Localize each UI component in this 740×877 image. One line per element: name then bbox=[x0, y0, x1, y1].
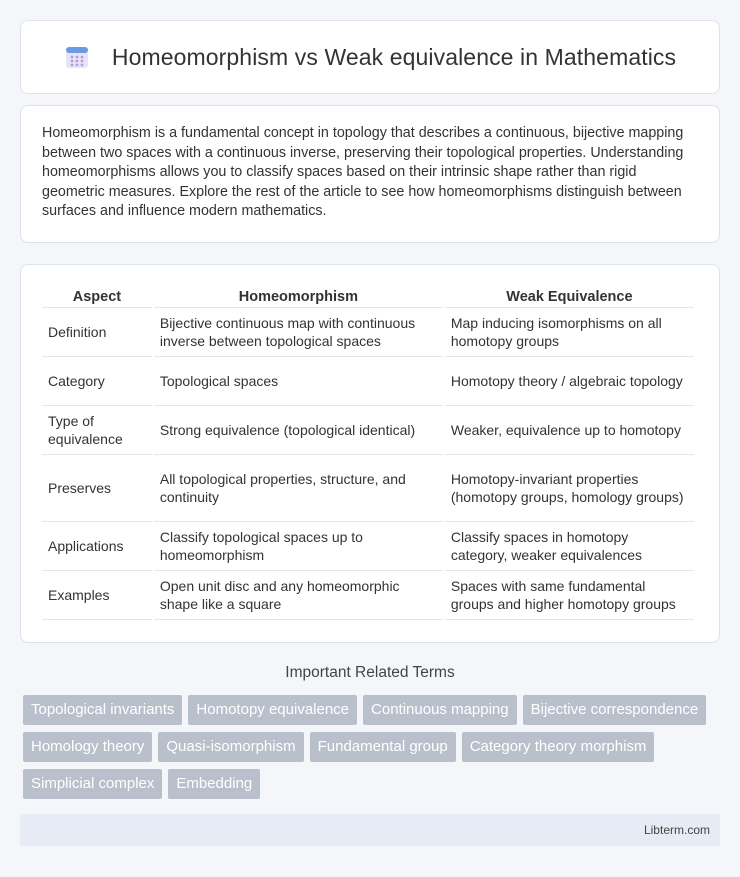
table-cell: Bijective continuous map with continuous inverse between topological spaces bbox=[154, 308, 443, 357]
table-cell: Weaker, equivalence up to homotopy bbox=[445, 406, 694, 455]
table-row bbox=[42, 357, 694, 406]
related-term-tag[interactable]: Quasi-isomorphism bbox=[158, 732, 303, 762]
table-cell: Applications bbox=[42, 522, 152, 571]
column-header: Weak Equivalence bbox=[445, 285, 694, 308]
calendar-icon bbox=[64, 44, 90, 70]
table-cell: Classify spaces in homotopy category, weaker equivalences bbox=[445, 522, 694, 571]
table-cell: Strong equivalence (topological identical) bbox=[154, 406, 443, 455]
table-cell: Map inducing isomorphisms on all homotopy groups bbox=[445, 308, 694, 357]
related-term-tag[interactable]: Homology theory bbox=[23, 732, 152, 762]
table-cell: Homotopy theory / algebraic topology bbox=[445, 357, 694, 406]
table-row bbox=[42, 522, 694, 571]
related-term-tag[interactable]: Embedding bbox=[168, 769, 260, 799]
related-terms-list bbox=[23, 695, 723, 806]
table-cell: Preserves bbox=[42, 455, 152, 522]
comparison-card bbox=[20, 264, 720, 643]
table-cell: Classify topological spaces up to homeomorphism bbox=[154, 522, 443, 571]
column-header: Aspect bbox=[42, 285, 152, 308]
table-cell: Examples bbox=[42, 571, 152, 620]
table-cell: Topological spaces bbox=[154, 357, 443, 406]
related-term-tag[interactable]: Topological invariants bbox=[23, 695, 182, 725]
table-cell: Open unit disc and any homeomorphic shape like a square bbox=[154, 571, 443, 620]
related-term-tag[interactable]: Bijective correspondence bbox=[523, 695, 707, 725]
table-row bbox=[42, 571, 694, 620]
related-term-tag[interactable]: Fundamental group bbox=[310, 732, 456, 762]
table-header-row bbox=[42, 285, 694, 308]
header-card bbox=[20, 20, 720, 94]
intro-text: Homeomorphism is a fundamental concept in topology that describes a continuous, bijective mapping between two spaces with a continuous inverse, preserving their topological properties. Understanding homeomorphisms allows you to classify spaces based on their intrinsic shape rather than rigid geometric measures. Explore the rest of the article to see how homeomorphisms distinguish between surfaces and influence modern mathematics. bbox=[42, 125, 684, 220]
table-row bbox=[42, 406, 694, 455]
page-title: Homeomorphism vs Weak equivalence in Mathematics bbox=[111, 43, 677, 70]
intro-card bbox=[20, 105, 720, 243]
table-cell: Homotopy-invariant properties (homotopy groups, homology groups) bbox=[445, 455, 694, 522]
related-term-tag[interactable]: Homotopy equivalence bbox=[188, 695, 357, 725]
related-terms-title: Important Related Terms bbox=[285, 664, 455, 681]
related-term-tag[interactable]: Category theory morphism bbox=[462, 732, 655, 762]
table-cell: Definition bbox=[42, 308, 152, 357]
table-cell: All topological properties, structure, and continuity bbox=[154, 455, 443, 522]
table-row bbox=[42, 455, 694, 522]
comparison-table bbox=[40, 285, 696, 620]
related-term-tag[interactable]: Simplicial complex bbox=[23, 769, 162, 799]
table-row bbox=[42, 308, 694, 357]
related-term-tag[interactable]: Continuous mapping bbox=[363, 695, 517, 725]
table-cell: Category bbox=[42, 357, 152, 406]
footer bbox=[20, 814, 720, 846]
table-cell: Type of equivalence bbox=[42, 406, 152, 455]
table-cell: Spaces with same fundamental groups and higher homotopy groups bbox=[445, 571, 694, 620]
footer-site-link[interactable]: Libterm.com bbox=[643, 823, 710, 837]
column-header: Homeomorphism bbox=[154, 285, 443, 308]
